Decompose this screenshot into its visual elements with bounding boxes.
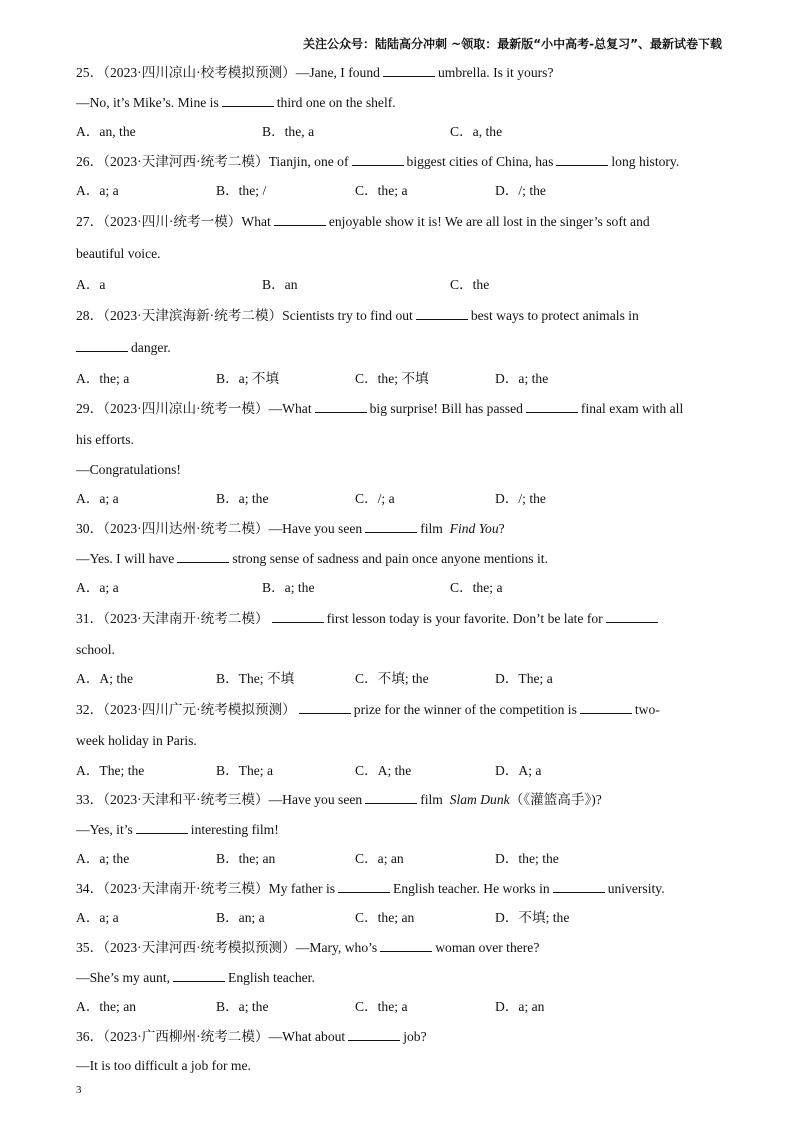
blank bbox=[173, 970, 225, 982]
question-number: 35． bbox=[76, 940, 104, 956]
question-text: —Yes. I will have bbox=[76, 550, 175, 566]
blank bbox=[315, 401, 367, 413]
question-source: （2023·天津和平·统考三模） bbox=[103, 792, 269, 808]
question-text: —What bbox=[268, 401, 312, 417]
question-text: —Mary, who’s bbox=[295, 940, 378, 956]
question-31-cont bbox=[76, 635, 726, 665]
option-b[interactable]: B．a; 不填 bbox=[216, 370, 280, 386]
option-c[interactable]: C．the; an bbox=[355, 910, 415, 926]
question-text: ? bbox=[498, 520, 505, 536]
option-a[interactable]: A．a; a bbox=[76, 491, 119, 507]
question-text: film bbox=[420, 792, 443, 808]
question-text: best ways to protect animals in bbox=[470, 307, 639, 323]
question-source: （2023·四川凉山·校考模拟预测） bbox=[103, 65, 296, 80]
option-a[interactable]: A．a; a bbox=[76, 910, 119, 926]
question-text: first lesson today is your favorite. Don’t be late for bbox=[326, 610, 603, 626]
question-36-reply bbox=[76, 1051, 726, 1081]
question-31 bbox=[76, 603, 726, 635]
option-c[interactable]: C．a; an bbox=[355, 851, 404, 867]
option-a[interactable]: A．a bbox=[76, 276, 106, 292]
option-b[interactable]: B．the; an bbox=[216, 851, 276, 867]
question-36 bbox=[76, 1022, 726, 1052]
question-27 bbox=[76, 206, 726, 238]
page-number: 3 bbox=[76, 1084, 82, 1096]
blank bbox=[556, 154, 608, 166]
question-text: —What about bbox=[268, 1028, 346, 1044]
question-number: 29． bbox=[76, 401, 104, 417]
question-32-options bbox=[76, 756, 726, 786]
question-text: third one on the shelf. bbox=[276, 94, 396, 110]
question-29-cont bbox=[76, 425, 726, 455]
option-b[interactable]: B．The; a bbox=[216, 762, 274, 778]
question-text: biggest cities of China, has bbox=[406, 153, 554, 169]
option-d[interactable]: D．the; the bbox=[495, 851, 559, 867]
question-text: My father is bbox=[268, 880, 336, 896]
blank bbox=[580, 702, 632, 714]
question-29-reply bbox=[76, 455, 726, 485]
question-text: —She’s my aunt, bbox=[76, 969, 171, 985]
blank bbox=[299, 702, 351, 714]
question-number: 33． bbox=[76, 792, 104, 808]
question-number: 32． bbox=[76, 701, 104, 717]
page-header: 关注公众号：陆陆高分冲刺 ~领取：最新版“小中高考-总复习”、最新试卷下载 bbox=[303, 37, 722, 51]
question-25 bbox=[76, 58, 726, 88]
option-c[interactable]: C．a, the bbox=[450, 124, 503, 140]
question-25-reply bbox=[76, 88, 726, 118]
blank bbox=[76, 340, 128, 352]
question-text: film bbox=[420, 520, 443, 536]
question-29 bbox=[76, 393, 726, 425]
option-c[interactable]: C．the; a bbox=[450, 580, 503, 596]
option-b[interactable]: B．the; / bbox=[216, 183, 267, 199]
option-a[interactable]: A．the; an bbox=[76, 999, 137, 1015]
question-text: danger. bbox=[131, 339, 171, 355]
blank bbox=[383, 65, 435, 77]
option-d[interactable]: D．a; an bbox=[495, 999, 545, 1015]
film-title: Find You bbox=[449, 520, 499, 536]
question-text: —Have you seen bbox=[268, 520, 363, 536]
question-number: 31． bbox=[76, 610, 104, 626]
blank bbox=[348, 1029, 400, 1041]
question-list bbox=[76, 58, 726, 1081]
question-text: two- bbox=[634, 701, 660, 717]
question-number: 36． bbox=[76, 1028, 104, 1044]
question-text: Tianjin, one of bbox=[268, 153, 349, 169]
question-32-cont bbox=[76, 726, 726, 756]
question-source: （2023·四川·统考一模） bbox=[103, 213, 242, 229]
question-32 bbox=[76, 694, 726, 726]
question-28-options bbox=[76, 364, 726, 394]
question-number: 30． bbox=[76, 520, 104, 536]
question-28 bbox=[76, 300, 726, 332]
question-33 bbox=[76, 785, 726, 815]
option-b[interactable]: B．a; the bbox=[262, 580, 315, 596]
question-source: （2023·广西柳州·统考二模） bbox=[103, 1028, 269, 1044]
question-text: —Yes, it’s bbox=[76, 821, 133, 837]
question-33-reply bbox=[76, 815, 726, 845]
option-a[interactable]: A．the; a bbox=[76, 370, 130, 386]
option-c[interactable]: C．/; a bbox=[355, 491, 395, 507]
question-text: —Congratulations! bbox=[76, 461, 181, 477]
question-source: （2023·天津河西·统考模拟预测） bbox=[103, 940, 296, 956]
option-d[interactable]: D．A; a bbox=[495, 762, 542, 778]
blank bbox=[526, 401, 578, 413]
question-28-cont bbox=[76, 332, 726, 364]
question-35-reply bbox=[76, 963, 726, 993]
question-text: beautiful voice. bbox=[76, 245, 161, 261]
question-text: prize for the winner of the competition is bbox=[353, 701, 577, 717]
question-27-cont bbox=[76, 238, 726, 270]
option-a[interactable]: A．an, the bbox=[76, 124, 136, 140]
question-number: 26． bbox=[76, 153, 104, 169]
question-text: —Jane, I found bbox=[295, 65, 380, 80]
question-text: final exam with all bbox=[580, 401, 684, 417]
blank bbox=[272, 611, 324, 623]
option-a[interactable]: A．The; the bbox=[76, 762, 145, 778]
option-d[interactable]: D．/; the bbox=[495, 491, 546, 507]
question-text: his efforts. bbox=[76, 432, 134, 448]
question-text: umbrella. Is it yours? bbox=[437, 65, 554, 80]
question-text: woman over there? bbox=[435, 940, 540, 956]
question-30 bbox=[76, 514, 726, 544]
question-31-options bbox=[76, 664, 726, 694]
question-text: English teacher. He works in bbox=[393, 880, 550, 896]
question-source: （2023·天津河西·统考二模） bbox=[103, 153, 269, 169]
question-text: week holiday in Paris. bbox=[76, 732, 197, 748]
blank bbox=[416, 308, 468, 320]
question-source: （2023·天津南开·统考二模） bbox=[103, 610, 269, 626]
question-text: —No, it’s Mike’s. Mine is bbox=[76, 94, 219, 110]
question-text: strong sense of sadness and pain once anyone mentions it. bbox=[232, 550, 548, 566]
question-text: Scientists try to find out bbox=[282, 307, 413, 323]
option-d[interactable]: D．/; the bbox=[495, 183, 546, 199]
option-c[interactable]: C．the; 不填 bbox=[355, 370, 429, 386]
question-text: —Have you seen bbox=[268, 792, 363, 808]
option-a[interactable]: A．a; the bbox=[76, 851, 130, 867]
blank bbox=[136, 822, 188, 834]
blank bbox=[365, 521, 417, 533]
option-b[interactable]: B．a; the bbox=[216, 999, 269, 1015]
blank bbox=[222, 95, 274, 107]
question-number: 25． bbox=[76, 65, 104, 80]
question-text: —It is too difficult a job for me. bbox=[76, 1058, 251, 1074]
question-source: （2023·四川凉山·统考一模） bbox=[103, 401, 269, 417]
question-text: What bbox=[241, 213, 271, 229]
question-26-options bbox=[76, 176, 726, 206]
blank bbox=[606, 611, 658, 623]
question-source: （2023·天津滨海新·统考二模） bbox=[103, 307, 283, 323]
option-a[interactable]: A．A; the bbox=[76, 671, 134, 687]
question-text: interesting film! bbox=[190, 821, 279, 837]
option-b[interactable]: B．a; the bbox=[216, 491, 269, 507]
question-33-options bbox=[76, 844, 726, 874]
question-30-reply bbox=[76, 544, 726, 574]
option-c[interactable]: C．the; a bbox=[355, 183, 408, 199]
question-29-options bbox=[76, 484, 726, 514]
option-b[interactable]: B．an bbox=[262, 276, 298, 292]
question-26 bbox=[76, 147, 726, 177]
option-c[interactable]: C．the bbox=[450, 276, 490, 292]
option-a[interactable]: A．a; a bbox=[76, 183, 119, 199]
blank bbox=[380, 940, 432, 952]
option-c[interactable]: C．A; the bbox=[355, 762, 412, 778]
question-34-options bbox=[76, 903, 726, 933]
option-d[interactable]: D．a; the bbox=[495, 370, 549, 386]
question-text: （《灌篮高手》)? bbox=[509, 792, 602, 808]
option-a[interactable]: A．a; a bbox=[76, 580, 119, 596]
blank bbox=[177, 551, 229, 563]
question-text: university. bbox=[607, 880, 665, 896]
option-b[interactable]: B．an; a bbox=[216, 910, 265, 926]
option-d[interactable]: D．The; a bbox=[495, 671, 553, 687]
question-number: 28． bbox=[76, 307, 104, 323]
option-b[interactable]: B．the, a bbox=[262, 124, 315, 140]
question-27-options bbox=[76, 270, 726, 300]
question-35 bbox=[76, 933, 726, 963]
question-35-options bbox=[76, 992, 726, 1022]
question-source: （2023·天津南开·统考三模） bbox=[103, 880, 269, 896]
question-text: long history. bbox=[611, 153, 680, 169]
question-text: big surprise! Bill has passed bbox=[369, 401, 523, 417]
blank bbox=[553, 881, 605, 893]
question-source: （2023·四川达州·统考二模） bbox=[103, 520, 269, 536]
blank bbox=[352, 154, 404, 166]
option-c[interactable]: C．不填; the bbox=[355, 671, 429, 687]
question-number: 34． bbox=[76, 880, 104, 896]
question-30-options bbox=[76, 573, 726, 603]
option-c[interactable]: C．the; a bbox=[355, 999, 408, 1015]
blank bbox=[274, 214, 326, 226]
blank bbox=[365, 792, 417, 804]
blank bbox=[338, 881, 390, 893]
option-d[interactable]: D．不填; the bbox=[495, 910, 570, 926]
question-25-options bbox=[76, 117, 726, 147]
question-text: job? bbox=[403, 1028, 427, 1044]
question-number: 27． bbox=[76, 213, 104, 229]
option-b[interactable]: B．The; 不填 bbox=[216, 671, 295, 687]
question-text: enjoyable show it is! We are all lost in the singer’s soft and bbox=[328, 213, 650, 229]
question-34 bbox=[76, 874, 726, 904]
question-text: school. bbox=[76, 641, 115, 657]
question-source: （2023·四川广元·统考模拟预测） bbox=[103, 701, 296, 717]
film-title: Slam Dunk bbox=[449, 792, 510, 808]
question-text: English teacher. bbox=[228, 969, 315, 985]
